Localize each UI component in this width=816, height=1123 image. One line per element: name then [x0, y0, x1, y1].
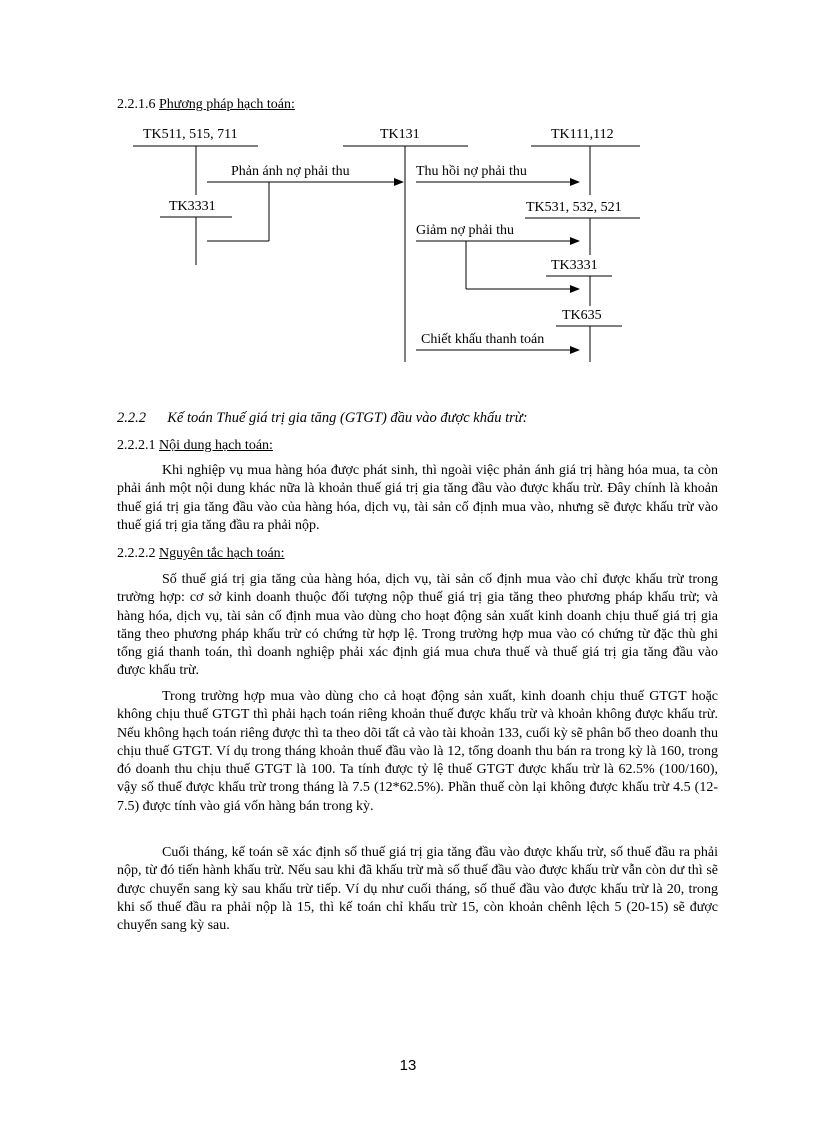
section-title: Kế toán Thuế giá trị gia tăng (GTGT) đầu vào được khấu trừ:: [167, 410, 528, 426]
section-number: 2.2.2.1: [117, 438, 156, 453]
paragraph-2: Số thuế giá trị gia tăng của hàng hóa, dịch vụ, tài sản cố định mua vào chỉ được khấu trừ trong trường hợp: cơ sở kinh doanh thuộc đối tượng nộp thuế giá trị gia tăng theo phương pháp khấu trừ; và hàng hóa, dịch vụ, tài sản cố định mua vào dùng cho hoạt động sản xuất kinh doanh chịu thuế giá trị gia tăng theo phương pháp khấu trừ có chứng từ hợp lệ. Trong trường hợp mua vào có chứng từ đặc thù ghi tổng giá thanh toán, thì doanh nghiệp phải xác định giá mua chưa thuế và thuế giá trị gia tăng đầu vào được khấu trừ.: [117, 572, 718, 679]
account-label-tk531: TK531, 532, 521: [526, 200, 622, 215]
section-title: Nội dung hạch toán:: [159, 438, 273, 453]
paragraph-1: Khi nghiệp vụ mua hàng hóa được phát sinh, thì ngoài việc phản ánh giá trị hàng hóa mua, ta còn phải ánh một nội dung khác nữa là khoản thuế giá trị gia tăng đầu vào được khấu trừ. Đây chính là khoản thuế giá trị gia tăng đầu vào của hàng hóa, dịch vụ, tài sản cố định mua vào, nhưng sẽ được khấu trừ vào thuế giá trị gia tăng đầu ra phải nộp.: [117, 463, 718, 533]
page-number: 13: [399, 1057, 417, 1074]
account-label-tk511: TK511, 515, 711: [143, 127, 238, 142]
section-number: 2.2.2: [117, 410, 146, 426]
arrow-label-chiet-khau: Chiết khấu thanh toán: [421, 332, 545, 347]
account-label-tk635: TK635: [562, 308, 602, 323]
arrow-label-thu-hoi: Thu hồi nợ phải thu: [416, 164, 527, 179]
account-label-tk131: TK131: [380, 127, 420, 142]
section-title: Nguyên tắc hạch toán:: [159, 546, 285, 561]
account-label-tk111: TK111,112: [551, 127, 614, 142]
section-number: 2.2.2.2: [117, 546, 156, 561]
section-number: 2.2.1.6: [117, 97, 156, 112]
paragraph-3: Trong trường hợp mua vào dùng cho cả hoạt động sản xuất, kinh doanh chịu thuế GTGT hoặc không chịu thuế GTGT thì phải hạch toán riêng khoản thuế được khấu trừ và khoản không được khấu trừ. Nếu không hạch toán riêng được thì ta theo dõi tất cả vào tài khoản 133, cuối kỳ sẽ phân bổ theo doanh thu chịu thuế GTGT. Ví dụ trong tháng khoản thuế đầu vào là 12, tổng doanh thu bán ra trong kỳ là 160, trong đó doanh thu chịu thuế GTGT là 100. Ta tính được tỷ lệ thuế GTGT được khấu trừ là 62.5% (100/160), vậy số thuế được khấu trừ trong tháng là 7.5 (12*62.5%). Phần thuế còn lại không được khấu trừ 4.5 (12-7.5) được tính vào giá vốn hàng bán trong kỳ.: [117, 689, 718, 814]
section-title: Phương pháp hạch toán:: [159, 97, 295, 112]
arrow-label-giam-no: Giảm nợ phải thu: [416, 223, 514, 238]
account-label-tk3331-right: TK3331: [551, 258, 598, 273]
section-heading-222: [117, 410, 528, 427]
section-heading-2222: [117, 546, 285, 562]
paragraph-4: Cuối tháng, kế toán sẽ xác định số thuế giá trị gia tăng đầu vào được khấu trừ, số thuế đầu ra phải nộp, từ đó tiến hành khấu trừ. Nếu sau khi đã khấu trừ mà số thuế đầu vào được khấu trừ vẫn còn dư thì sẽ được chuyển sang kỳ sau khấu trừ tiếp. Ví dụ như cuối tháng, số thuế đầu vào được khấu trừ là 20, trong khi số thuế đầu ra phải nộp là 15, thì kế toán chỉ khấu trừ 15, còn khoản chênh lệch 5 (20-15) sẽ được chuyển sang kỳ sau.: [117, 845, 718, 934]
arrow-label-phan-anh: Phản ánh nợ phải thu: [231, 164, 350, 179]
section-heading-2221: [117, 438, 273, 454]
account-label-tk3331-left: TK3331: [169, 199, 216, 214]
t-account-diagram: [0, 0, 816, 380]
